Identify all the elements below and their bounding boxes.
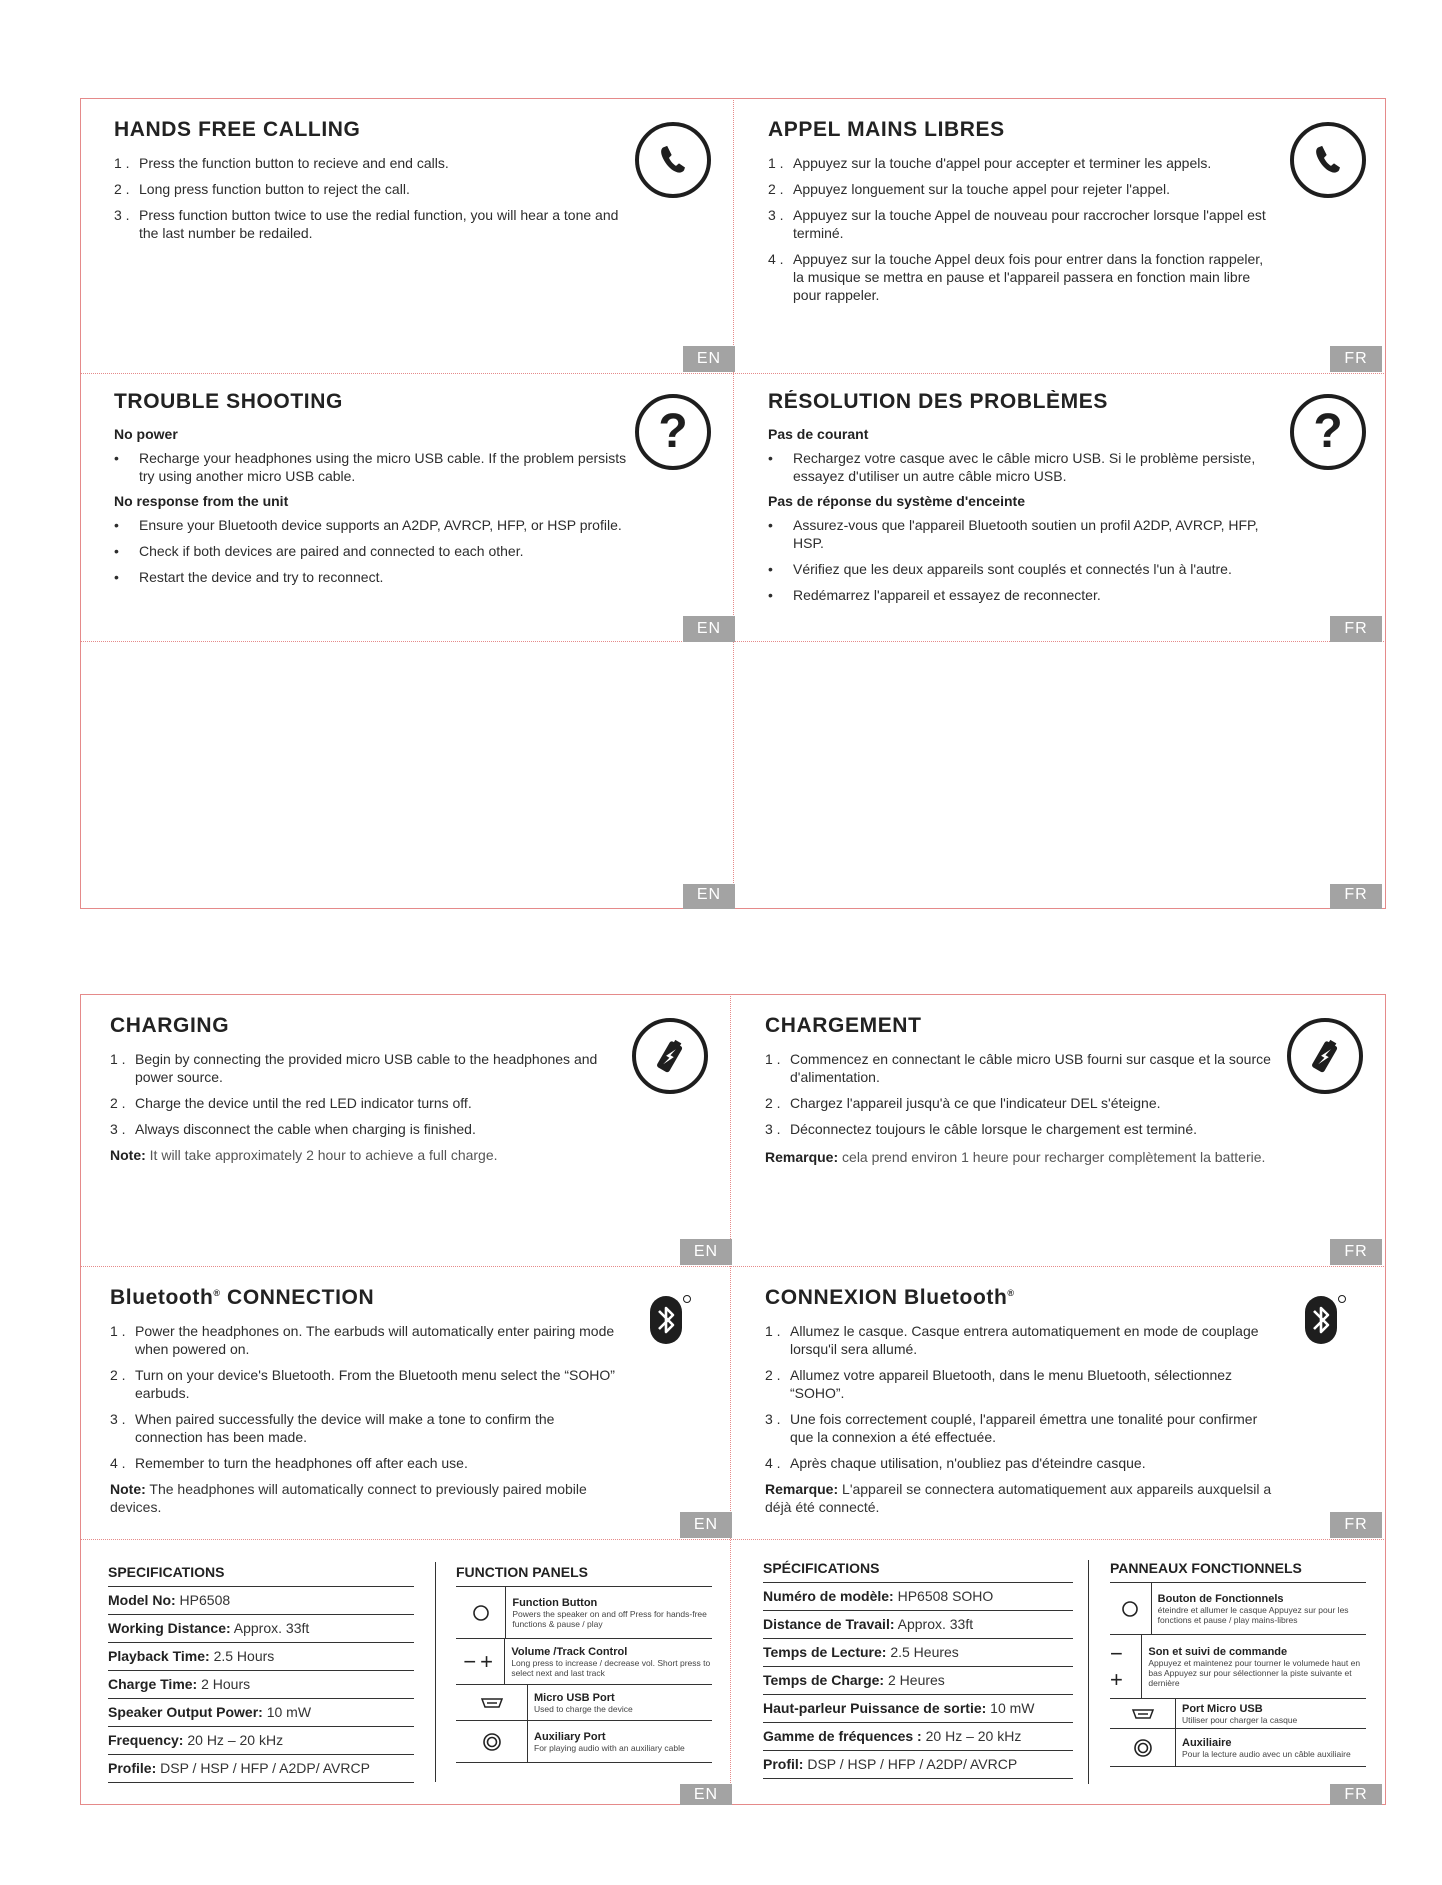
step-item <box>765 1050 1273 1086</box>
language-tag-en: EN <box>680 1784 732 1805</box>
step-number: 1 . <box>114 155 130 171</box>
fold-line <box>80 1539 1386 1540</box>
spec-value: DSP / HSP / HFP / A2DP/ AVRCP <box>156 1760 370 1776</box>
function-panel-desc: Long press to increase / decrease vol. Short press to select next and last track <box>511 1657 711 1678</box>
spec-value: HP6508 <box>175 1592 231 1608</box>
step-text: Allumez votre appareil Bluetooth, dans le menu Bluetooth, sélectionnez “SOHO”. <box>790 1367 1233 1401</box>
step-number: 3 . <box>765 1411 781 1427</box>
spec-value: 2.5 Hours <box>209 1648 275 1664</box>
en-bluetooth-panel <box>110 1286 710 1536</box>
language-tag-en: EN <box>683 616 735 642</box>
function-panel-title: Micro USB Port <box>534 1691 615 1704</box>
function-panel-row <box>456 1587 712 1639</box>
fr-trouble-list1 <box>768 449 1358 485</box>
question-glyph: ? <box>658 405 688 458</box>
fr-specifications <box>763 1560 1073 1784</box>
auxiliary-port-icon <box>456 1721 528 1762</box>
step-text: Press the function button to recieve and end calls. <box>139 155 449 171</box>
function-panel-desc: Powers the speaker on and off Press for hands-free functions & pause / play <box>512 1608 707 1629</box>
spec-label: Profile: <box>108 1760 157 1776</box>
function-panel-text <box>528 1689 633 1717</box>
note-label: Remarque: <box>765 1481 839 1497</box>
language-tag-en: EN <box>683 346 735 372</box>
language-tag-en: EN <box>680 1239 732 1265</box>
step-number: 2 . <box>768 181 784 197</box>
question-glyph: ? <box>1313 405 1343 458</box>
step-number: 2 . <box>110 1095 126 1111</box>
language-tag-en: EN <box>683 884 735 909</box>
spec-value: 2 Hours <box>197 1676 251 1692</box>
spec-row <box>108 1643 414 1671</box>
spec-label: Speaker Output Power: <box>108 1704 263 1720</box>
function-panel-title: Son et suivi de commande <box>1148 1645 1288 1658</box>
step-item <box>110 1050 618 1086</box>
spec-value: 2 Heures <box>884 1672 945 1688</box>
step-item <box>768 250 1276 304</box>
spec-value: Approx. 33ft <box>230 1620 310 1636</box>
step-number: 1 . <box>110 1323 126 1339</box>
function-panel-row <box>456 1639 712 1685</box>
spec-row <box>108 1587 414 1615</box>
column-divider <box>1088 1560 1089 1784</box>
fr-specifications-title: SPÉCIFICATIONS <box>763 1560 1073 1583</box>
step-text: Une fois correctement couplé, l'appareil émettra une tonalité pour confirmer que la connexion a été effectuée. <box>790 1411 1258 1445</box>
en-specifications-title: SPECIFICATIONS <box>108 1564 414 1587</box>
function-panel-text <box>1176 1734 1351 1762</box>
step-number: 3 . <box>768 207 784 223</box>
step-text: Appuyez sur la touche Appel de nouveau pour raccrocher lorsque l'appel est terminé. <box>793 207 1266 241</box>
spec-row <box>108 1727 414 1755</box>
step-number: 3 . <box>765 1121 781 1137</box>
auxiliary-port-icon <box>1110 1729 1176 1766</box>
step-item <box>765 1454 1273 1472</box>
fr-bluetooth-note <box>765 1480 1285 1516</box>
en-function-panels <box>456 1564 712 1784</box>
step-number: 2 . <box>765 1367 781 1383</box>
fr-trouble-sub1: Pas de courant <box>768 426 869 442</box>
spec-label: Temps de Lecture: <box>763 1644 887 1660</box>
en-trouble-title: TROUBLE SHOOTING <box>114 390 343 413</box>
bullet-item: • Restart the device and try to reconnect. <box>114 568 634 586</box>
spec-row <box>108 1699 414 1727</box>
spec-value: Approx. 33ft <box>894 1616 974 1632</box>
function-panel-text <box>528 1728 685 1756</box>
phone-icon <box>1290 122 1366 198</box>
en-trouble-list1 <box>114 449 714 485</box>
en-bluetooth-title <box>110 1286 710 1310</box>
spec-row <box>763 1583 1073 1611</box>
spec-value: 20 Hz – 20 kHz <box>183 1732 284 1748</box>
step-number: 2 . <box>110 1367 126 1383</box>
title-text: CONNEXION Bluetooth <box>765 1286 1008 1309</box>
note-label: Note: <box>110 1481 146 1497</box>
fr-charging-note <box>765 1148 1285 1166</box>
spec-label: Profil: <box>763 1756 804 1772</box>
circle-button-icon <box>1110 1583 1152 1634</box>
step-text: Begin by connecting the provided micro USB cable to the headphones and power source. <box>135 1051 598 1085</box>
fr-charging-title: CHARGEMENT <box>765 1014 922 1037</box>
function-panel-title: Port Micro USB <box>1182 1702 1263 1715</box>
en-function-panels-title: FUNCTION PANELS <box>456 1564 712 1587</box>
fr-trouble-panel <box>768 390 1358 635</box>
language-tag-fr: FR <box>1330 346 1382 372</box>
step-text: Déconnectez toujours le câble lorsque le chargement est terminé. <box>790 1121 1197 1137</box>
en-trouble-panel <box>114 390 714 635</box>
step-item <box>765 1120 1273 1138</box>
step-number: 1 . <box>765 1051 781 1067</box>
language-tag-fr: FR <box>1330 1784 1382 1805</box>
en-charging-note <box>110 1146 630 1164</box>
function-panel-desc: For playing audio with an auxiliary cable <box>534 1742 685 1753</box>
registered-mark: ® <box>213 1288 221 1298</box>
spec-value: 10 mW <box>262 1704 312 1720</box>
bullet-item: • Rechargez votre casque avec le câble micro USB. Si le problème persiste, essayez d'utiliser un autre câble micro USB. <box>768 449 1288 485</box>
question-mark-icon <box>1290 394 1366 470</box>
step-number: 1 . <box>768 155 784 171</box>
function-panel-row <box>456 1721 712 1763</box>
micro-usb-port-icon <box>456 1685 528 1720</box>
spec-label: Frequency: <box>108 1732 184 1748</box>
spec-label: Temps de Charge: <box>763 1672 885 1688</box>
function-panel-text <box>1176 1700 1297 1728</box>
spec-row <box>763 1639 1073 1667</box>
step-text: Commencez en connectant le câble micro USB fourni sur casque et la source d'alimentation. <box>790 1051 1271 1085</box>
bluetooth-icon <box>1303 1294 1347 1348</box>
step-text: Appuyez sur la touche Appel deux fois pour entrer dans la fonction rappeler, la musique se mettra en pause et l'appareil passera en fonction main libre pour rappeler. <box>793 251 1264 303</box>
function-panel-row <box>1110 1635 1366 1699</box>
function-panel-desc: éteindre et allumer le casque Appuyez sur pour les fonctions et pause / play mains-libres <box>1157 1604 1349 1625</box>
spec-row <box>763 1667 1073 1695</box>
step-item <box>768 206 1276 242</box>
question-mark-icon <box>635 394 711 470</box>
function-panel-desc: Used to charge the device <box>534 1703 633 1714</box>
fold-line <box>733 98 734 909</box>
spec-label: Gamme de fréquences : <box>763 1728 922 1744</box>
en-hands-free-panel <box>114 118 714 368</box>
function-panel-desc: Utiliser pour charger la casque <box>1182 1714 1298 1725</box>
spec-label: Charge Time: <box>108 1676 198 1692</box>
en-trouble-sub2: No response from the unit <box>114 493 289 509</box>
fr-function-panels-title: PANNEAUX FONCTIONNELS <box>1110 1560 1366 1583</box>
note-text: cela prend environ 1 heure pour recharger complètement la batterie. <box>838 1149 1266 1165</box>
step-item <box>114 180 622 198</box>
en-charging-title: CHARGING <box>110 1014 230 1037</box>
step-text: When paired successfully the device will make a tone to confirm the connection has been made. <box>135 1411 555 1445</box>
spec-value: 2.5 Heures <box>886 1644 959 1660</box>
function-panel-text <box>1142 1643 1366 1691</box>
language-tag-fr: FR <box>1330 884 1382 909</box>
volume-minus-plus-icon <box>456 1639 505 1684</box>
fr-bluetooth-steps <box>765 1322 1355 1472</box>
note-text: It will take approximately 2 hour to achieve a full charge. <box>145 1147 498 1163</box>
bullet-item: • Recharge your headphones using the micro USB cable. If the problem persists try using another micro USB cable. <box>114 449 634 485</box>
en-bluetooth-steps <box>110 1322 710 1472</box>
step-text: Après chaque utilisation, n'oubliez pas d'éteindre casque. <box>790 1455 1146 1471</box>
sheet-top <box>80 98 1386 909</box>
spec-row <box>763 1611 1073 1639</box>
fr-trouble-sub2: Pas de réponse du système d'enceinte <box>768 493 1025 509</box>
fr-bluetooth-title <box>765 1286 1355 1310</box>
language-tag-fr: FR <box>1330 1239 1382 1265</box>
spec-row <box>108 1615 414 1643</box>
spec-row <box>763 1751 1073 1779</box>
note-text: The headphones will automatically connect to previously paired mobile devices. <box>110 1481 587 1515</box>
spec-label: Model No: <box>108 1592 176 1608</box>
spec-label: Haut-parleur Puissance de sortie: <box>763 1700 987 1716</box>
function-panel-row <box>1110 1729 1366 1767</box>
step-item <box>110 1366 618 1402</box>
fr-charging-panel <box>765 1014 1355 1259</box>
title-text: Bluetooth <box>110 1286 214 1309</box>
spec-label: Numéro de modèle: <box>763 1588 894 1604</box>
spec-value: DSP / HSP / HFP / A2DP/ AVRCP <box>803 1756 1018 1772</box>
step-text: Appuyez longuement sur la touche appel pour rejeter l'appel. <box>793 181 1171 197</box>
note-label: Remarque: <box>765 1149 839 1165</box>
function-panel-row <box>1110 1699 1366 1729</box>
phone-icon <box>635 122 711 198</box>
step-text: Power the headphones on. The earbuds will automatically enter pairing mode when powered on. <box>135 1323 615 1357</box>
step-text: Chargez l'appareil jusqu'à ce que l'indicateur DEL s'éteigne. <box>790 1095 1161 1111</box>
step-number: 2 . <box>114 181 130 197</box>
step-number: 1 . <box>765 1323 781 1339</box>
sheet-bottom <box>80 994 1386 1805</box>
en-trouble-sub1: No power <box>114 426 178 442</box>
en-hands-free-title: HANDS FREE CALLING <box>114 118 361 141</box>
step-text: Long press function button to reject the call. <box>139 181 410 197</box>
step-text: Allumez le casque. Casque entrera automatiquement en mode de couplage lorsqu'il sera allumé. <box>790 1323 1259 1357</box>
function-panel-row <box>1110 1583 1366 1635</box>
bullet-item: • Assurez-vous que l'appareil Bluetooth soutien un profil A2DP, AVRCP, HFP, HSP. <box>768 516 1288 552</box>
note-label: Note: <box>110 1147 146 1163</box>
function-panel-text <box>1152 1590 1366 1628</box>
spec-row <box>763 1695 1073 1723</box>
step-text: Press function button twice to use the redial function, you will hear a tone and the last number be redailed. <box>139 207 619 241</box>
minus-plus-glyph: −+ <box>1110 1640 1127 1692</box>
language-tag-fr: FR <box>1330 616 1382 642</box>
function-panel-desc: Pour la lecture audio avec un câble auxiliaire <box>1182 1748 1351 1759</box>
spec-row <box>108 1755 414 1783</box>
column-divider <box>435 1562 436 1782</box>
function-panel-title: Auxiliary Port <box>534 1730 606 1743</box>
bullet-item: • Vérifiez que les deux appareils sont couplés et connectés l'un à l'autre. <box>768 560 1288 578</box>
fold-line <box>730 994 731 1805</box>
title-text: CONNECTION <box>220 1286 375 1309</box>
function-panel-text <box>505 1643 712 1681</box>
battery-charging-icon <box>1287 1018 1363 1094</box>
function-panel-title: Function Button <box>512 1596 598 1609</box>
step-item <box>110 1094 618 1112</box>
fr-trouble-list2 <box>768 516 1358 604</box>
step-item <box>765 1410 1273 1446</box>
function-panel-title: Volume /Track Control <box>511 1645 628 1658</box>
fr-hands-free-panel <box>768 118 1358 368</box>
step-item <box>114 154 622 172</box>
step-item <box>114 206 622 242</box>
bullet-item: • Ensure your Bluetooth device supports an A2DP, AVRCP, HFP, or HSP profile. <box>114 516 634 534</box>
bluetooth-icon <box>648 1294 692 1348</box>
en-charging-steps <box>110 1050 710 1138</box>
bullet-item: • Check if both devices are paired and connected to each other. <box>114 542 634 560</box>
language-tag-fr: FR <box>1330 1512 1382 1538</box>
en-bluetooth-note <box>110 1480 630 1516</box>
fr-charging-steps <box>765 1050 1355 1138</box>
step-item <box>110 1410 618 1446</box>
function-panel-row <box>456 1685 712 1721</box>
fold-line <box>80 1266 1386 1267</box>
step-item <box>768 180 1276 198</box>
battery-charging-icon <box>632 1018 708 1094</box>
en-hands-free-steps <box>114 154 714 242</box>
fr-hands-free-title: APPEL MAINS LIBRES <box>768 118 1005 141</box>
registered-mark: ® <box>1007 1288 1015 1298</box>
bullet-item: • Redémarrez l'appareil et essayez de reconnecter. <box>768 586 1288 604</box>
step-item <box>110 1322 618 1358</box>
step-item <box>765 1322 1273 1358</box>
function-panel-title: Bouton de Fonctionnels <box>1157 1592 1284 1605</box>
step-number: 3 . <box>110 1411 126 1427</box>
spec-value: 20 Hz – 20 kHz <box>921 1728 1022 1744</box>
circle-button-icon <box>456 1587 506 1638</box>
spec-label: Distance de Travail: <box>763 1616 895 1632</box>
minus-plus-glyph: −+ <box>463 1648 498 1674</box>
step-item <box>110 1454 618 1472</box>
step-number: 4 . <box>765 1455 781 1471</box>
step-number: 4 . <box>768 251 784 267</box>
en-trouble-list2 <box>114 516 714 586</box>
language-tag-en: EN <box>680 1512 732 1538</box>
fr-bluetooth-panel <box>765 1286 1355 1536</box>
step-number: 4 . <box>110 1455 126 1471</box>
step-text: Always disconnect the cable when charging is finished. <box>135 1121 476 1137</box>
fr-function-panels <box>1110 1560 1366 1784</box>
function-panel-text <box>506 1594 712 1632</box>
step-item <box>765 1366 1273 1402</box>
spec-value: HP6508 SOHO <box>893 1588 994 1604</box>
en-charging-panel <box>110 1014 710 1259</box>
step-item <box>768 154 1276 172</box>
note-text: L'appareil se connectera automatiquement aux appareils auxquelsil a déjà été connecté. <box>765 1481 1272 1515</box>
step-number: 3 . <box>114 207 130 223</box>
function-panel-title: Auxiliaire <box>1182 1736 1232 1749</box>
step-text: Appuyez sur la touche d'appel pour accepter et terminer les appels. <box>793 155 1212 171</box>
fr-hands-free-steps <box>768 154 1358 304</box>
en-specifications <box>108 1564 414 1784</box>
volume-minus-plus-icon <box>1110 1635 1142 1698</box>
spec-row <box>108 1671 414 1699</box>
step-number: 1 . <box>110 1051 126 1067</box>
micro-usb-port-icon <box>1110 1699 1176 1728</box>
spec-label: Playback Time: <box>108 1648 210 1664</box>
function-panel-desc: Appuyez et maintenez pour tourner le volumede haut en bas Appuyez sur pour sélectionner la piste suivante et dernière <box>1148 1657 1361 1688</box>
spec-value: 10 mW <box>986 1700 1035 1716</box>
spec-label: Working Distance: <box>108 1620 231 1636</box>
step-number: 2 . <box>765 1095 781 1111</box>
fr-trouble-title: RÉSOLUTION DES PROBLÈMES <box>768 390 1108 413</box>
step-text: Remember to turn the headphones off after each use. <box>135 1455 468 1471</box>
spec-row <box>763 1723 1073 1751</box>
step-item <box>110 1120 618 1138</box>
step-text: Charge the device until the red LED indicator turns off. <box>135 1095 472 1111</box>
step-number: 3 . <box>110 1121 126 1137</box>
step-item <box>765 1094 1273 1112</box>
step-text: Turn on your device's Bluetooth. From the Bluetooth menu select the “SOHO” earbuds. <box>135 1367 615 1401</box>
